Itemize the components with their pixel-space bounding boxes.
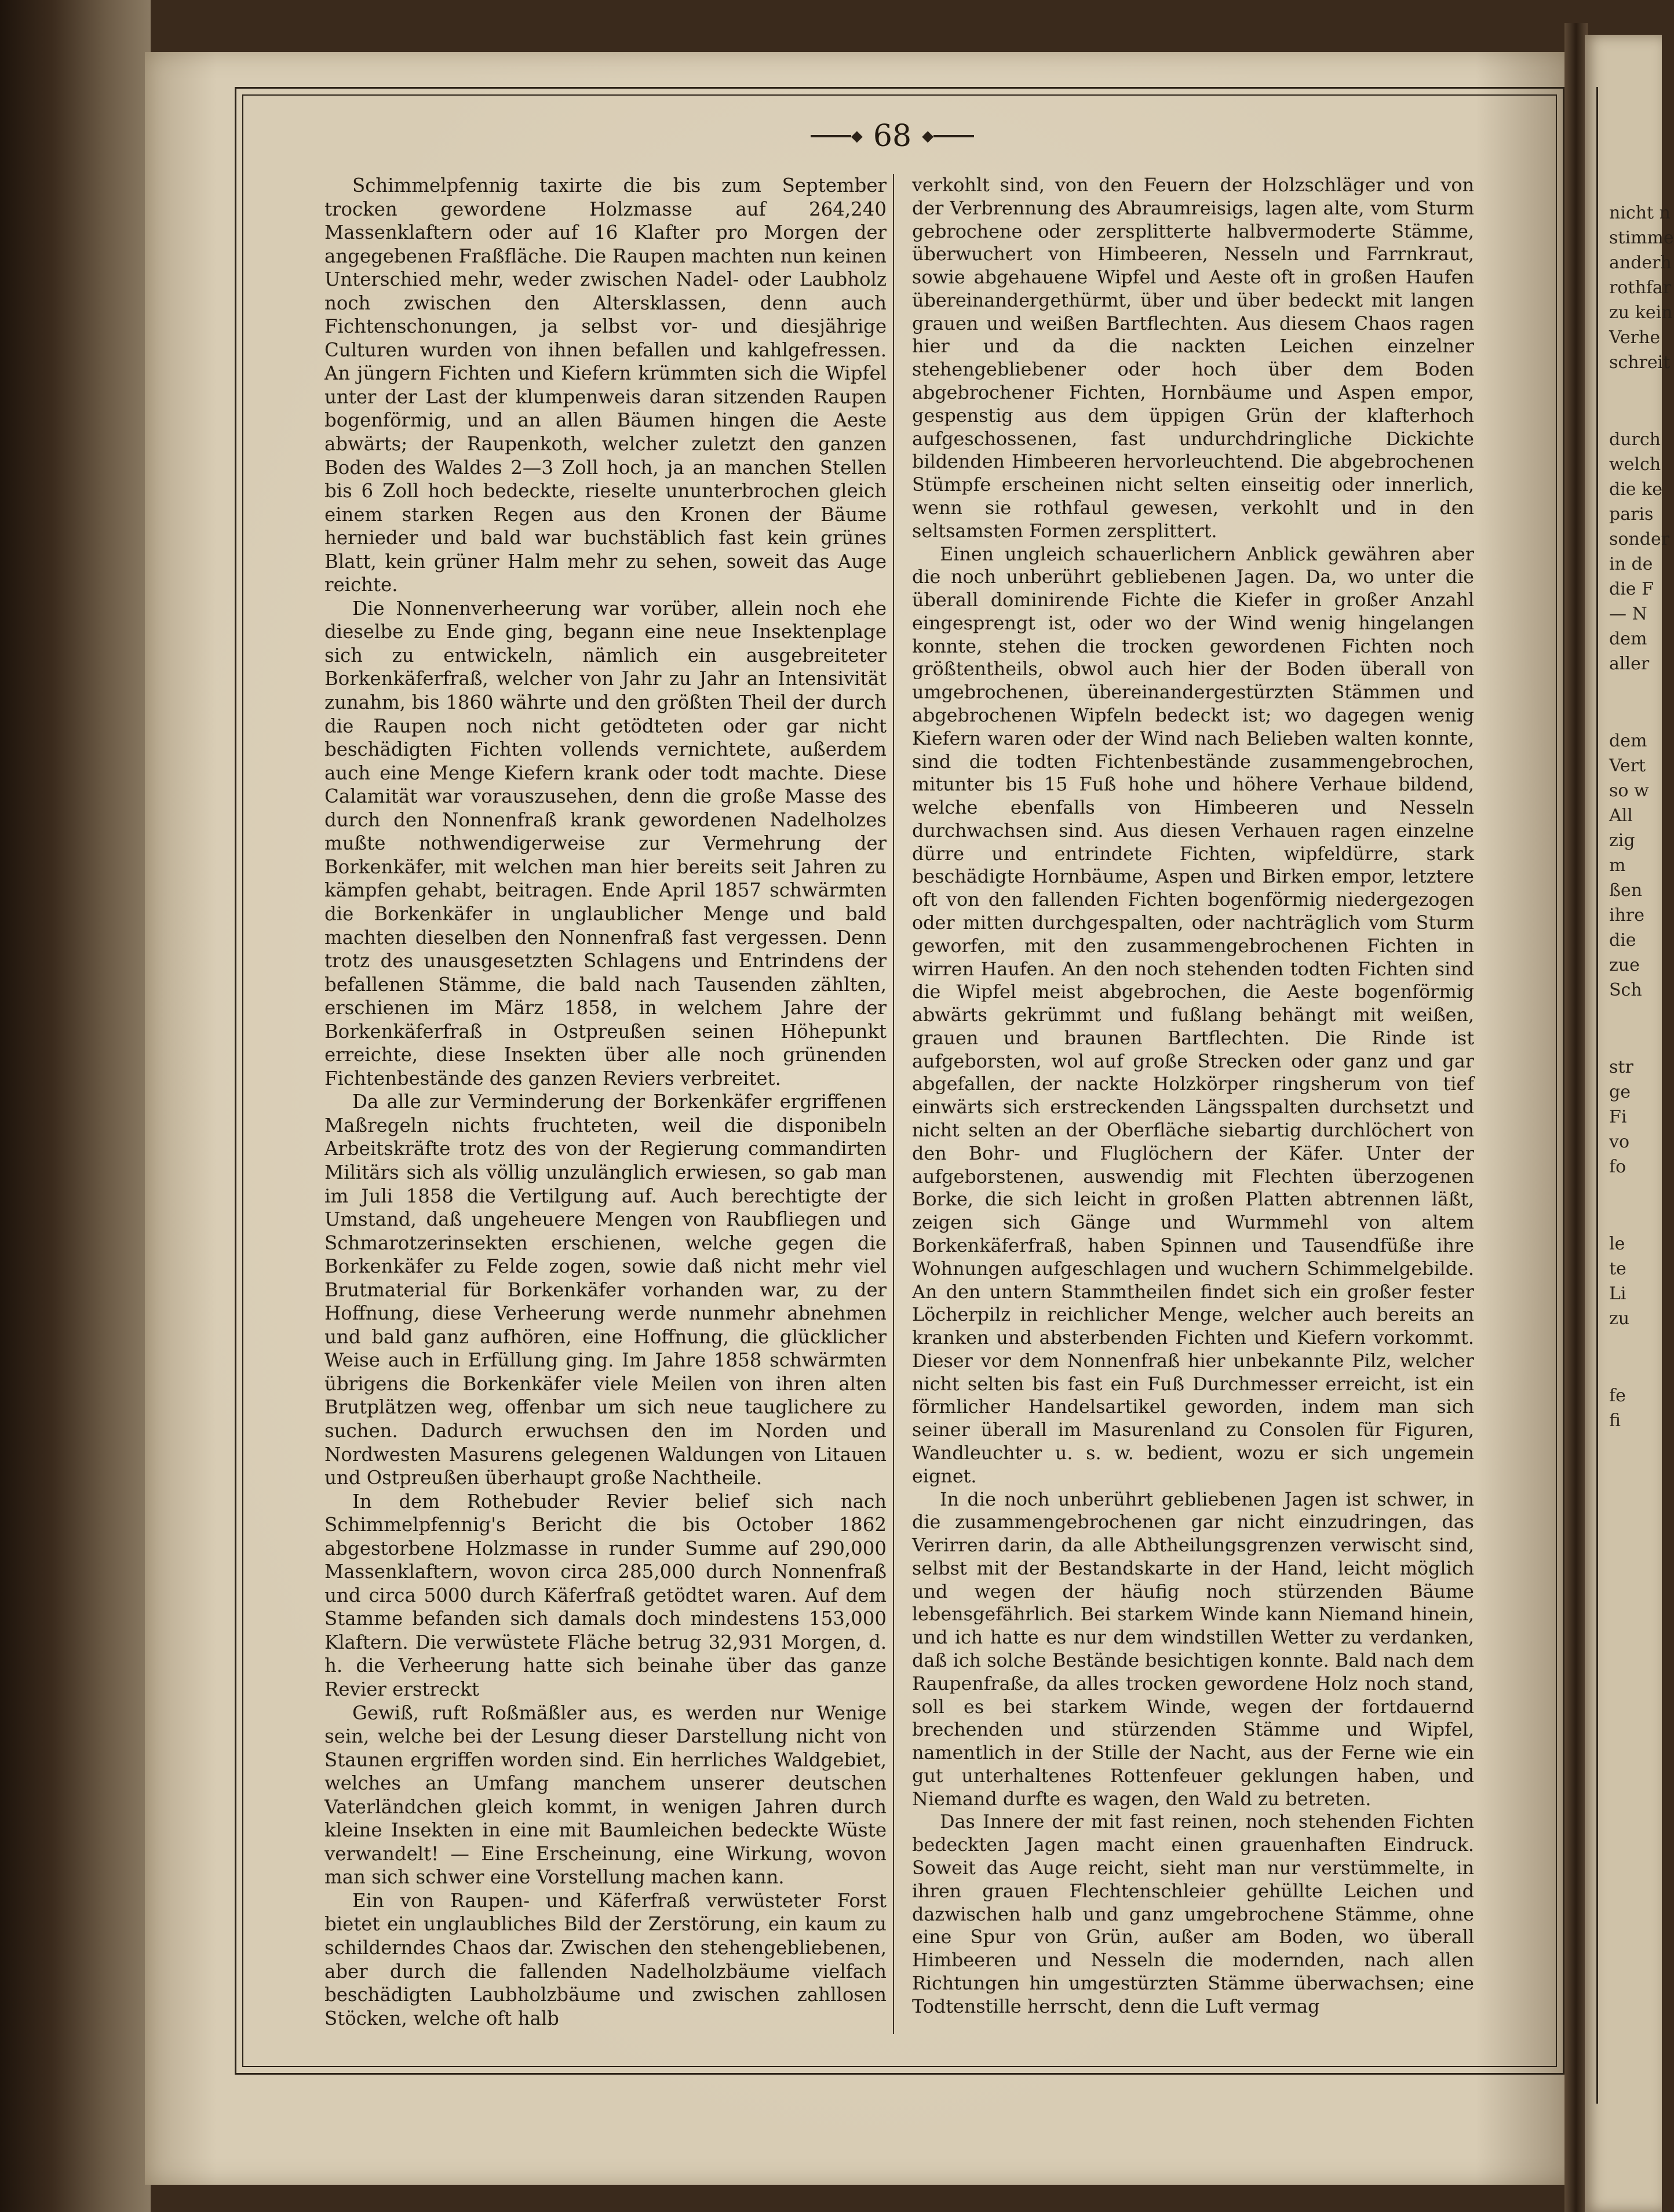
paragraph: Da alle zur Verminderung der Borkenkäfer ergriffenen Maßregeln nichts fruchteten, weil die disponibeln Arbeitskräfte trotz des von der Regierung commandirten Militärs sich als völlig unzulänglich erwiesen, so gab man im Juli 1858 die Vertilgung auf. Auch berechtigte der Umstand, daß ungeheuere Mengen von Raubfliegen und Schmarotzerinsekten erschienen, welche gegen die Borkenkäfer zu Felde zogen, sowie daß nicht mehr viel Brutmaterial für Borkenkäfer vorhanden war, zu der Hoffnung, diese Verheerung werde nunmehr abnehmen und bald ganz aufhören, eine Hoffnung, die glücklicher Weise auch in Erfüllung ging. Im Jahre 1858 schwärmten übrigens die Borkenkäfer viele Meilen von ihren alten Brutplätzen weg, offenbar um sich neue tauglichere zu suchen. Dadurch erwuchsen den im Norden und Nordwesten Masurens gelegenen Waldungen von Litauen und Ostpreußen überhaupt große Nachtheile.: [324, 1091, 887, 1489]
next-page-fragment: so w: [1609, 781, 1649, 801]
next-page-fragment: Li: [1609, 1284, 1626, 1304]
next-page-fragment: nicht n: [1609, 203, 1671, 223]
next-page-fragment: zig: [1609, 830, 1635, 851]
next-page-fragment: vo: [1609, 1132, 1630, 1152]
paragraph: Die Nonnenverheerung war vorüber, allein noch ehe dieselbe zu Ende ging, begann eine neue Insektenplage sich zu entwickeln, nämlich ein ausgebreiteter Borkenkäferfraß, welcher von Jahr zu Jahr an Intensivität zunahm, bis 1860 währte und den größten Theil der durch die Raupen noch nicht getödteten oder gar nicht beschädigten Fichten vollends vernichtete, außerdem auch eine Menge Kiefern krank oder todt machte. Diese Calamität war vorauszusehen, denn die große Masse des durch den Nonnenfraß krank gewordenen Nadelholzes mußte nothwendigerweise zur Vermehrung der Borkenkäfer, mit welchen man hier bereits seit Jahren zu kämpfen gehabt, beitragen. Ende April 1857 schwärmten die Borkenkäfer in unglaublicher Menge und bald machten dieselben den Nonnenfraß fast vergessen. Denn trotz des unausgesetzten Schlagens und Entrindens der befallenen Stämme, die bald nach Tausenden zählten, erschienen im März 1858, in welchem Jahre der Borkenkäferfraß in Ostpreußen seinen Höhepunkt erreichte, diese Insekten über alle noch grünenden Fichtenbestände des ganzen Reviers verbreitet.: [324, 597, 887, 1089]
next-page-fragment: te: [1609, 1259, 1626, 1279]
next-page-fragment: fo: [1609, 1157, 1626, 1177]
next-page-fragment: die ke: [1609, 479, 1663, 500]
next-page-fragment: ihre: [1609, 905, 1645, 925]
paragraph: verkohlt sind, von den Feuern der Holzschläger und von der Verbrennung des Abraumreisigs, lagen alte, vom Sturm gebrochene oder zersplitterte halbvermoderte Stämme, überwuchert von Himbeeren, Nesseln und Farrnkraut, sowie abgehauene Wipfel und Aeste oft in großen Haufen übereinandergethürmt, über und über bedeckt mit langen grauen und weißen Bartflechten. Aus diesem Chaos ragen hier und da die nackten Leichen einzelner stehengebliebener oder hoch über dem Boden abgebrochener Fichten, Hornbäume und Aspen empor, gespenstig aus dem üppigen Grün der klafterhoch aufgeschossenen, fast undurchdringliche Dickichte bildenden Himbeeren hervorleuchtend. Die abgebrochenen Stümpfe erscheinen nicht selten einseitig oder innerlich, wenn sie rothfaul gewesen, verkohlt und in den seltsamsten Formen zersplittert.: [912, 174, 1474, 542]
next-page-fragment: Verhe: [1609, 327, 1661, 348]
book-edge: [0, 0, 151, 2212]
next-page-fragment: ßen: [1609, 880, 1643, 901]
book-gutter: [1564, 23, 1588, 2212]
paragraph: In die noch unberührt gebliebenen Jagen ist schwer, in die zusammengebrochenen gar nicht einzudringen, das Verirren darin, da alle Abtheilungsgrenzen verwischt sind, selbst mit der Bestandskarte in der Hand, leicht möglich und wegen der häufig noch stürzenden Bäume lebensgefährlich. Bei starkem Winde kann Niemand hinein, und ich hatte es nur dem windstillen Wetter zu verdanken, daß ich solche Bestände besichtigen konnte. Bald nach dem Raupenfraße, da alles trocken gewordene Holz noch stand, soll es bei starkem Winde, wegen der fortdauernd brechenden und stürzenden Stämme und Wipfel, namentlich in der Stille der Nacht, aus der Ferne wie ein gut unterhaltenes Rottenfeuer geklungen haben, und Niemand durfte es wagen, den Wald zu betreten.: [912, 1488, 1474, 1810]
next-page-edge: [1585, 35, 1674, 2212]
paragraph: Einen ungleich schauerlichern Anblick gewähren aber die noch unberührt gebliebenen Jagen. Da, wo unter die überall dominirende Fichte die Kiefer in großer Anzahl eingesprengt ist, oder wo der Wind wenig hingelangen konnte, stehen die trocken gewordenen Fichten noch größtentheils, obwol auch hier der Boden überall von umgebrochenen, übereinandergestürzten Stämmen und abgebrochenen Wipfeln bedeckt ist; wo dagegen wenig Kiefern waren oder der Wind nach Belieben walten konnte, sind die todten Fichtenbestände zusammengebrochen, mitunter bis 15 Fuß hohe und höhere Verhaue bildend, welche ebenfalls von Himbeeren und Nesseln durchwachsen sind. Aus diesen Verhauen ragen einzelne dürre und entrindete Fichten, wipfeldürre, stark beschädigte Hornbäume, Aspen und Birken empor, letztere oft von den fallenden Fichten bogenförmig niedergezogen oder mitten durchgespalten, oder nachträglich vom Sturm geworfen, mit den zusammengebrochenen Fichten in wirren Haufen. An den noch stehenden todten Fichten sind die Wipfel meist abgebrochen, die Aeste bogenförmig abwärts gekrümmt und fußlang behängt mit weißen, grauen und braunen Bartflechten. Die Rinde ist aufgeborsten, wol auf große Strecken oder ganz und gar abgefallen, der nackte Holzkörper ringsherum von tief einwärts sich erstreckenden Längsspalten durchsetzt und nicht selten an der Oberfläche siebartig durchlöchert von den Bohr- und Fluglöchern der Käfer. Unter der aufgeborstenen, auswendig mit Flechten überzogenen Borke, die sich leicht in großen Platten abtrennen läßt, zeigen sich Gänge und Wurmmehl von altem Borkenkäferfraß, haben Spinnen und Tausendfüße ihre Wohnungen aufgeschlagen und wuchern Schimmelgebilde. An den untern Stammtheilen findet sich ein großer fester Löcherpilz in reichlicher Menge, welcher auch bereits an kranken und absterbenden Fichten und Kiefern vorkommt. Dieser vor dem Nonnenfraß hier unbekannte Pilz, welcher nicht selten bis fast ein Fuß Durchmesser erreicht, ist ein förmlicher Handelsartikel geworden, indem man sich seiner überall im Masurenland zu Consolen für Figuren, Wandleuchter u. s. w. bedient, wozu er sich ungemein eignet.: [912, 543, 1474, 1487]
next-page-fragment: schreit: [1609, 352, 1671, 373]
ornament-right-icon: ◆: [922, 129, 974, 144]
next-page-fragment: durch: [1609, 429, 1661, 450]
next-page-fragment: dem: [1609, 731, 1647, 751]
next-page-fragment: aller: [1609, 654, 1650, 674]
right-column: [912, 174, 1474, 2018]
next-page-fragment: rothfar: [1609, 278, 1672, 298]
next-page-fragment: zu: [1609, 1309, 1630, 1329]
next-page-fragment: m: [1609, 855, 1626, 876]
paragraph: Das Innere der mit fast reinen, noch stehenden Fichten bedeckten Jagen macht einen grauenhaften Eindruck. Soweit das Auge reicht, sieht man nur verstümmelte, in ihren grauen Flechtenschleier gehüllte Leichen und dazwischen halb und ganz umgebrochene Stämme, ohne eine Spur von Grün, außer am Boden, wo überall Himbeeren und Nesseln die modernden, nach allen Richtungen hin umgestürzten Stämme überwachsen; eine Todtenstille herrscht, denn die Luft vermag: [912, 1811, 1474, 2017]
column-divider: [893, 174, 894, 2034]
page-header: [800, 116, 985, 156]
page-number: 68: [873, 119, 912, 154]
next-page-fragment: zu kein: [1609, 303, 1673, 323]
next-page-fragment: sonder: [1609, 529, 1670, 549]
next-page-fragment: fi: [1609, 1411, 1621, 1431]
next-page-fragment: Fi: [1609, 1107, 1627, 1127]
paragraph: Gewiß, ruft Roßmäßler aus, es werden nur Wenige sein, welche bei der Lesung dieser Darstellung nicht von Staunen ergriffen worden sind. Ein herrliches Waldgebiet, welches an Umfang manchem unserer deutschen Vaterländchen gleich kommt, in wenigen Jahren durch kleine Insekten in eine mit Baumleichen bedeckte Wüste verwandelt! — Eine Erscheinung, eine Wirkung, wovon man sich schwer eine Vorstellung machen kann.: [324, 1701, 887, 1889]
next-page-fragment: die: [1609, 930, 1636, 950]
next-page-fragment: — N: [1609, 604, 1647, 624]
next-page-fragment: welch: [1609, 454, 1661, 475]
next-page-fragment: zue: [1609, 955, 1640, 975]
next-page-fragment: All: [1609, 806, 1633, 826]
next-page-fragment: str: [1609, 1057, 1633, 1077]
left-column: [324, 174, 887, 2030]
next-page-fragment: die F: [1609, 579, 1654, 599]
next-page-fragment: ge: [1609, 1082, 1631, 1102]
paragraph: Schimmelpfennig taxirte die bis zum September trocken gewordene Holzmasse auf 264,240 Massenklaftern oder auf 16 Klafter pro Morgen der angegebenen Fraßfläche. Die Raupen machten nun keinen Unterschied mehr, weder zwischen Nadel- oder Laubholz noch zwischen den Altersklassen, denn auch Fichtenschonungen, ja selbst vor- und diesjährige Culturen wurden von ihnen befallen und kahlgefressen. An jüngern Fichten und Kiefern krümmten sich die Wipfel unter der Last der klumpenweis daran sitzenden Raupen bogenförmig, und an allen Bäumen hingen die Aeste abwärts; der Raupenkoth, welcher zuletzt den ganzen Boden des Waldes 2—3 Zoll hoch, ja an manchen Stellen bis 6 Zoll hoch bedeckte, rieselte ununterbrochen gleich einem starken Regen aus den Kronen der Bäume hernieder und bald war buchstäblich fast kein grünes Blatt, kein grüner Halm mehr zu sehen, soweit das Auge reichte.: [324, 174, 887, 596]
paragraph: Ein von Raupen- und Käferfraß verwüsteter Forst bietet ein unglaubliches Bild der Zerstörung, ein kaum zu schilderndes Chaos dar. Zwischen den stehengebliebenen, aber durch die fallenden Nadelholzbäume vielfach beschädigten Laubholzbäume und zwischen zahllosen Stöcken, welche oft halb: [324, 1889, 887, 2029]
next-page-fragment: dem: [1609, 629, 1647, 649]
next-page-fragment: le: [1609, 1234, 1625, 1254]
next-page-fragment: paris: [1609, 504, 1654, 524]
next-page-fragment: fe: [1609, 1386, 1626, 1406]
ornament-left-icon: ◆: [811, 129, 863, 144]
next-page-frame: [1596, 87, 1598, 2104]
next-page-fragment: Sch: [1609, 980, 1642, 1000]
next-page-fragment: anderh: [1609, 253, 1672, 273]
next-page-fragment: stimme: [1609, 228, 1674, 248]
next-page-fragment: in de: [1609, 554, 1653, 574]
next-page-fragment: Vert: [1609, 756, 1646, 776]
paragraph: In dem Rothebuder Revier belief sich nach Schimmelpfennig's Bericht die bis October 1862 abgestorbene Holzmasse in runder Summe auf 290,000 Massenklaftern, wovon circa 285,000 durch Nonnenfraß und circa 5000 durch Käferfraß getödtet waren. Auf dem Stamme befanden sich damals doch mindestens 153,000 Klaftern. Die verwüstete Fläche betrug 32,931 Morgen, d. h. die Verheerung hatte sich beinahe über das ganze Revier erstreckt: [324, 1490, 887, 1700]
